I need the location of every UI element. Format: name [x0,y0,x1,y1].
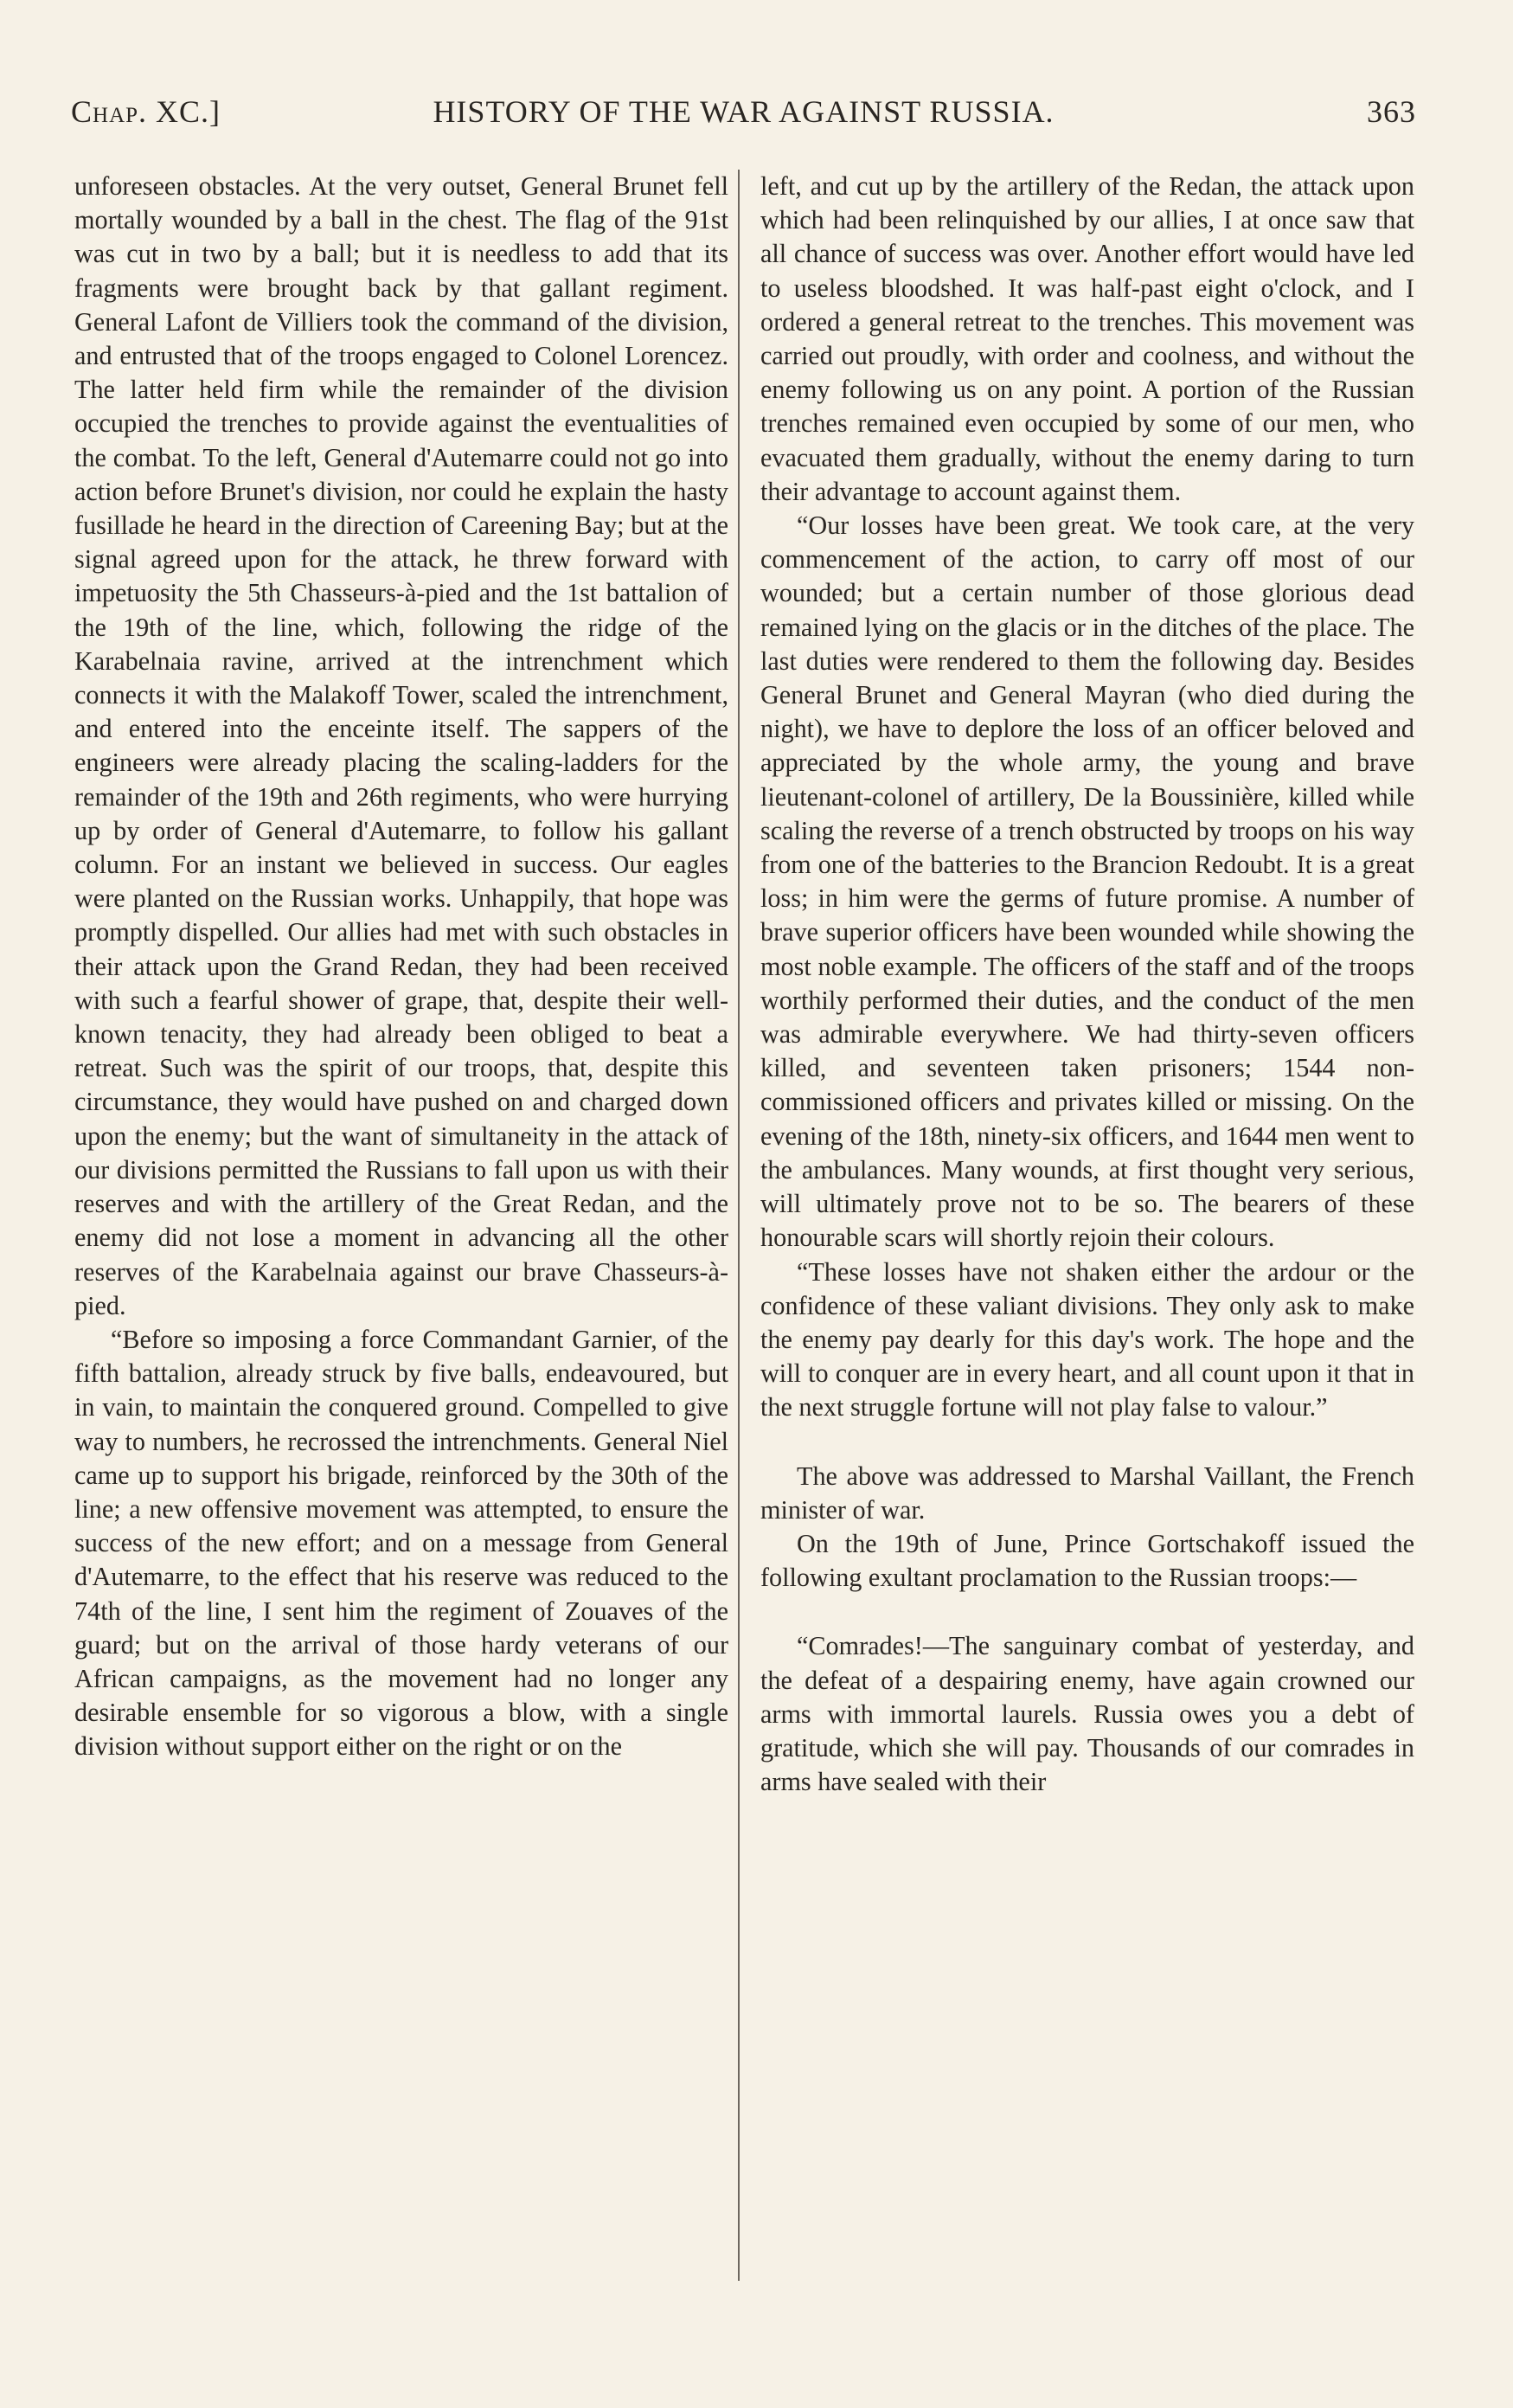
running-title: HISTORY OF THE WAR AGAINST RUSSIA. [433,94,1055,129]
chapter-label: Chap. XC.] [71,94,221,129]
right-paragraph-1: left, and cut up by the artillery of the Redan, the attack upon which had been relinquished by our allies, I at once saw that all chance of success was over. Another effort would have led to useless bloodshed. It was half-past eight o'clock, and I ordered a general retreat to the trenches. This movement was carried out proudly, with order and coolness, and without the enemy following us on any point. A portion of the Russian trenches remained even occupied by some of our men, who evacuated them gradually, without the enemy daring to turn their advantage to account against them. [760,171,1414,506]
right-paragraph-3: “These losses have not shaken either the ardour or the confidence of these valiant divisions. They only ask to make the enemy pay dearly for this day's work. The hope and the will to conquer are in every heart, and all count upon it that in the next struggle fortune will not play false to valour.” [760,1256,1414,1422]
left-column [74,170,728,1764]
running-header [71,93,1416,137]
right-paragraph-5: On the 19th of June, Prince Gortschakoff issued the following exultant proclamation to the Russian troops:— [760,1528,1414,1593]
left-paragraph-1: unforeseen obstacles. At the very outset, General Brunet fell mortally wounded by a ball in the chest. The flag of the 91st was cut in two by a ball; but it is needless to add that its fragments were brought back by that gallant regiment. General Lafont de Villiers took the command of the division, and entrusted that of the troops engaged to Colonel Lorencez. The latter held firm while the remainder of the division occupied the trenches to provide against the eventualities of the combat. To the left, General d'Autemarre could not go into action before Brunet's division, nor could he explain the hasty fusillade he heard in the direction of Careening Bay; but at the signal agreed upon for the attack, he threw forward with impetuosity the 5th Chasseurs-à-pied and the 1st battalion of the 19th of the line, which, following the ridge of the Karabelnaia ravine, arrived at the intrenchment which connects it with the Malakoff Tower, scaled the intrenchment, and entered into the enceinte itself. The sappers of the engineers were already placing the scaling-ladders for the remainder of the 19th and 26th regiments, who were hurrying up by order of General d'Autemarre, to follow his gallant column. For an instant we believed in success. Our eagles were planted on the Russian works. Unhappily, that hope was promptly dispelled. Our allies had met with such obstacles in their attack upon the Grand Redan, they had been received with such a fearful shower of grape, that, despite their well-known tenacity, they had already been obliged to beat a retreat. Such was the spirit of our troops, that, despite this circumstance, they would have pushed on and charged down upon the enemy; but the want of simultaneity in the attack of our divisions permitted the Russians to fall upon us with their reserves and with the artillery of the Great Redan, and the enemy did not lose a moment in advancing all the other reserves of the Karabelnaia against our brave Chasseurs-à-pied. [74,171,728,1320]
right-paragraph-2: “Our losses have been great. We took care, at the very commencement of the action, to carry off most of our wounded; but a certain number of those glorious dead remained lying on the glacis or in the ditches of the place. The last duties were rendered to them the following day. Besides General Brunet and General Mayran (who died during the night), we have to deplore the loss of an officer beloved and appreciated by the whole army, the young and brave lieutenant-colonel of artillery, De la Boussinière, killed while scaling the reverse of a trench obstructed by troops on his way from one of the batteries to the Brancion Redoubt. It is a great loss; in him were the germs of future promise. A number of brave superior officers have been wounded while showing the most noble example. The officers of the staff and of the troops worthily performed their duties, and the conduct of the men was admirable everywhere. We had thirty-seven officers killed, and seventeen taken prisoners; 1544 non-commissioned officers and privates killed or missing. On the evening of the 18th, ninety-six officers, and 1644 men went to the ambulances. Many wounds, at first thought very serious, will ultimately prove not to be so. The bearers of these honourable scars will shortly rejoin their colours. [760,510,1414,1253]
left-paragraph-2: “Before so imposing a force Commandant Garnier, of the fifth battalion, already struck by five balls, endeavoured, but in vain, to maintain the conquered ground. Compelled to give way to numbers, he recrossed the intrenchments. General Niel came up to support his brigade, reinforced by the 30th of the line; a new offensive movement was attempted, to ensure the success of the new effort; and on a message from General d'Autemarre, to the effect that his reserve was reduced to the 74th of the line, I sent him the regiment of Zouaves of the guard; but on the arrival of those hardy veterans of our African campaigns, as the movement had no longer any desirable ensemble for so vigorous a blow, with a single division without support either on the right or on the [74,1324,728,1762]
page-number: 363 [1367,94,1416,129]
right-paragraph-6: “Comrades!—The sanguinary combat of yesterday, and the defeat of a despairing enemy, have again crowned our arms with immortal laurels. Russia owes you a debt of gratitude, which she will pay. Thousands of our comrades in arms have sealed with their [760,1631,1414,1797]
column-divider [738,170,740,2281]
right-paragraph-4: The above was addressed to Marshal Vaillant, the French minister of war. [760,1461,1414,1525]
right-column [760,170,1414,1799]
